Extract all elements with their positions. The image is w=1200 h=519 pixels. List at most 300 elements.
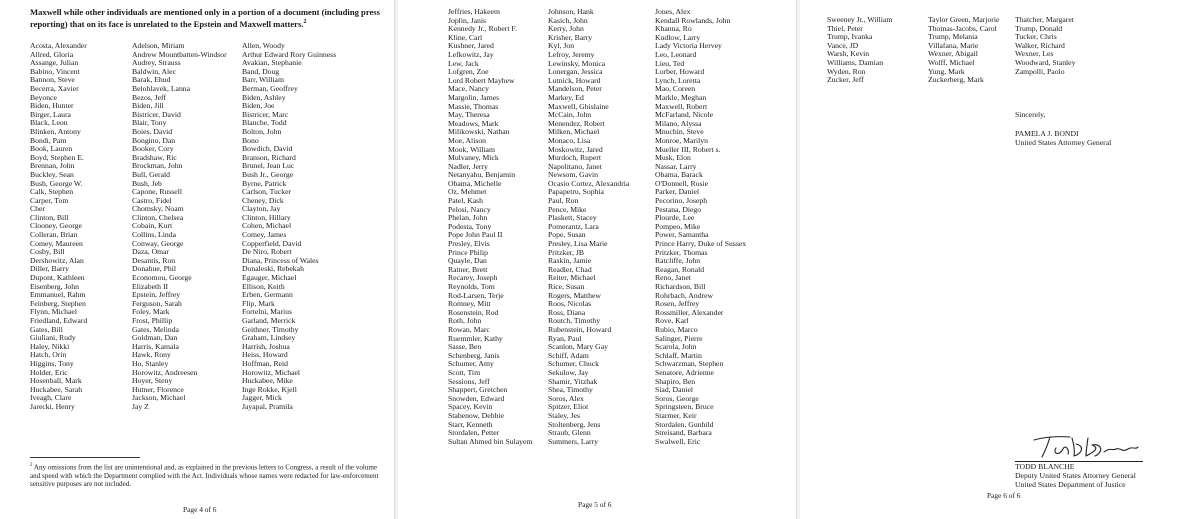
listed-name: Massie, Thomas	[448, 101, 499, 111]
listed-name: Diana, Princess of Wales	[242, 255, 319, 265]
listed-name: Daza, Omar	[132, 247, 170, 257]
listed-name: Heiss, Howard	[242, 350, 288, 360]
listed-name: Donahue, Phil	[132, 264, 176, 274]
listed-name: Colleran, Brian	[30, 230, 78, 240]
listed-name: Jackson, Michael	[132, 393, 186, 403]
listed-name: Romney, Mitt	[448, 299, 491, 309]
listed-name: Maxwell, Robert	[655, 101, 708, 111]
listed-name: Salinger, Pierre	[655, 333, 703, 343]
listed-name: Stabenow, Debbie	[448, 410, 504, 420]
listed-name: Sultan Ahmed bin Sulayem	[448, 436, 533, 446]
listed-name: Lefkowitz, Jay	[448, 49, 494, 59]
listed-name: Harris, Kamala	[132, 341, 179, 351]
listed-name: Kennedy Jr., Robert F.	[448, 24, 517, 34]
listed-name: Oz, Mehmet	[448, 187, 487, 197]
listed-name: Calk, Stephen	[30, 187, 74, 197]
listed-name: Andrew Mountbatten-Windsor	[132, 49, 227, 59]
footnote	[30, 462, 382, 489]
listed-name: Allred, Gloria	[30, 49, 74, 59]
listed-name: Hatch, Orin	[30, 350, 67, 360]
listed-name: Book, Lauren	[30, 144, 73, 154]
listed-name: Dershowitz, Alan	[30, 255, 84, 265]
listed-name: Kyl, Jon	[548, 41, 575, 51]
listed-name: Brennan, John	[30, 161, 75, 171]
listed-name: Margolin, James	[448, 92, 500, 102]
listed-name: Biden, Joe	[242, 101, 275, 111]
listed-name: Ratner, Brett	[448, 264, 488, 274]
listed-name: Brunel, Jean Luc	[242, 161, 295, 171]
listed-name: Senatore, Adrienne	[655, 367, 714, 377]
listed-name: Stoltenberg, Jens	[548, 419, 601, 429]
listed-name: Streisand, Barbara	[655, 428, 712, 438]
listed-name: Khanna, Ro	[655, 24, 692, 34]
listed-name: Elizabeth II	[132, 281, 169, 291]
listed-name: Shamir, Yitzhak	[548, 376, 598, 386]
listed-name: Rogers, Matthew	[548, 290, 601, 300]
listed-name: Bradshaw, Ric	[132, 152, 177, 162]
listed-name: Jarecki, Henry	[30, 401, 75, 411]
listed-name: Flynn, Michael	[30, 307, 77, 317]
listed-name: Ho, Stanley	[132, 358, 169, 368]
listed-name: Bondi, Pam	[30, 135, 67, 145]
listed-name: McCain, John	[548, 110, 592, 120]
listed-name: Huckabee, Mike	[242, 376, 293, 386]
listed-name: Reynolds, Tom	[448, 282, 495, 291]
listed-name: Power, Samantha	[655, 230, 709, 240]
listed-name: Quayle, Dan	[448, 256, 487, 266]
listed-name: Pope, Susan	[548, 230, 586, 240]
listed-name: Cheney, Dick	[242, 195, 284, 205]
footnote-number: 2	[30, 463, 33, 468]
listed-name: Chomsky, Noam	[132, 204, 184, 214]
listed-name: Nadler, Jerry	[448, 161, 488, 171]
listed-name: Garland, Merrick	[242, 316, 296, 325]
listed-name: Siad, Daniel	[655, 385, 694, 395]
listed-name: Meadows, Mark	[448, 118, 499, 128]
listed-name: Sasse, Ben	[448, 342, 482, 352]
listed-name: Straub, Glenn	[548, 428, 591, 438]
listed-name: Milikowski, Nathan	[448, 127, 510, 137]
listed-name: Moskowitz, Jared	[548, 144, 603, 154]
listed-name: Scanlon, Mary Gay	[548, 342, 608, 352]
listed-name: Reagan, Ronald	[655, 264, 705, 274]
listed-name: Kushner, Jared	[448, 41, 494, 51]
listed-name: Rice, Susan	[548, 282, 585, 291]
intro-paragraph: Maxwell while other individuals are mentioned only in a portion of a document (including press reporting) that on its face is unrelated to the Epstein and Maxwell matters.$^2$	[30, 7, 380, 30]
name-list-column	[242, 42, 336, 412]
listed-name: Pecorino, Joseph	[655, 196, 708, 206]
listed-name: Epstein, Jeffrey	[132, 290, 181, 300]
listed-name: Iveagh, Clare	[30, 393, 72, 403]
listed-name: Ratcliffe, John	[655, 256, 701, 266]
listed-name: Tucker, Chris	[1015, 32, 1057, 42]
page-number: Page 6 of 6	[987, 491, 1021, 500]
listed-name: Ross, Diana	[548, 307, 586, 317]
listed-name: Reno, Janet	[655, 273, 691, 283]
listed-name: Springsteen, Bruce	[655, 402, 714, 412]
listed-name: Foley, Mark	[132, 307, 170, 317]
listed-name: Swalwell, Eric	[655, 436, 701, 446]
listed-name: Boies, David	[132, 126, 173, 136]
listed-name: Lewinsky, Monica	[548, 58, 606, 68]
listed-name: Bowdich, David	[242, 144, 293, 154]
listed-name: Patel, Kash	[448, 196, 484, 206]
listed-name: Higgins, Tony	[30, 358, 74, 368]
listed-name: Blinken, Antony	[30, 126, 81, 136]
listed-name: Egauger, Michael	[242, 273, 297, 283]
listed-name: Milano, Alyssa	[655, 118, 702, 128]
name-list-column	[827, 16, 892, 85]
listed-name: Baldwin, Alec	[132, 66, 176, 76]
listed-name: Parker, Daniel	[655, 187, 700, 197]
listed-name: Branson, Richard	[242, 152, 296, 162]
signatory-1-block	[1015, 130, 1195, 148]
listed-name: Schwarzman, Stephen	[655, 359, 724, 369]
listed-name: Presley, Lisa Marie	[548, 239, 608, 249]
listed-name: Obama, Michelle	[448, 178, 502, 188]
listed-name: Dupont, Kathleen	[30, 273, 85, 283]
listed-name: Carper, Tom	[30, 195, 69, 205]
listed-name: O'Donnell, Rosie	[655, 178, 709, 188]
listed-name: Babino, Vincent	[30, 66, 80, 76]
listed-name: Murdoch, Rupert	[548, 153, 601, 163]
signatory-2-org: United States Department of Justice	[1015, 479, 1126, 489]
listed-name: Schiff, Adam	[548, 350, 589, 360]
listed-name: Trump, Melania	[928, 32, 978, 42]
listed-name: Soros, George	[655, 393, 699, 403]
listed-name: Buckley, Sean	[30, 169, 74, 179]
listed-name: Beyonce	[30, 92, 57, 102]
listed-name: Bush, George W.	[30, 178, 83, 188]
listed-name: Rossmiller, Alexander	[655, 307, 724, 317]
listed-name: Bannon, Steve	[30, 75, 75, 85]
listed-name: Bistricer, Marc	[242, 109, 289, 119]
listed-name: Hoyer, Steny	[132, 376, 173, 386]
listed-name: Napolitano, Janet	[548, 161, 602, 171]
listed-name: Shea, Timothy	[548, 385, 593, 395]
listed-name: Yung, Mark	[928, 66, 965, 76]
listed-name: Mace, Nancy	[448, 84, 489, 94]
listed-name: Boyd, Stephen E.	[30, 152, 84, 162]
signatory-1-title: United States Attorney General	[1015, 137, 1112, 147]
listed-name: Mandelson, Peter	[548, 84, 602, 94]
listed-name: Zampolli, Paolo	[1015, 66, 1065, 76]
listed-name: Joplin, Janis	[448, 15, 487, 25]
listed-name: Lofgren, Zoe	[448, 67, 489, 77]
listed-name: Gates, Bill	[30, 324, 63, 334]
listed-name: Krisher, Barry	[548, 32, 593, 42]
document-page-4	[0, 0, 394, 519]
name-list-column	[30, 42, 87, 412]
listed-name: Birger, Laura	[30, 109, 71, 119]
listed-name: Zuckerberg, Mark	[928, 75, 984, 85]
listed-name: Woodward, Stanley	[1015, 57, 1076, 67]
listed-name: Hoffman, Reid	[242, 358, 288, 368]
listed-name: Mnuchin, Steve	[655, 127, 704, 137]
listed-name: Jayapal, Pramila	[242, 401, 293, 411]
listed-name: Economou, George	[132, 273, 192, 283]
listed-name: Ruemmler, Kathy	[448, 333, 503, 343]
listed-name: Capone, Russell	[132, 187, 182, 197]
listed-name: Rosen, Jeffrey	[655, 299, 700, 309]
listed-name: Booker, Cory	[132, 144, 174, 154]
listed-name: May, Theresa	[448, 110, 490, 120]
name-list-column	[1015, 16, 1075, 76]
listed-name: Barak, Ehud	[132, 75, 171, 85]
listed-name: Readler, Chad	[548, 264, 592, 274]
listed-name: Lew, Jack	[448, 58, 479, 68]
listed-name: Shappert, Gretchen	[448, 385, 508, 395]
listed-name: Jay Z	[132, 401, 149, 411]
signatory-2-title: Deputy United States Attorney General	[1015, 470, 1136, 480]
listed-name: Ocasio Cortez, Alexandria	[548, 178, 630, 188]
page-number: Page 5 of 6	[578, 500, 612, 509]
listed-name: Richardson, Bill	[655, 282, 706, 291]
listed-name: Menendez, Robert	[548, 118, 605, 128]
listed-name: Lutnick, Howard	[548, 75, 601, 85]
listed-name: Schumer, Chuck	[548, 359, 599, 369]
listed-name: Walker, Richard	[1015, 40, 1065, 50]
listed-name: Comey, James	[242, 230, 287, 240]
listed-name: Lynch, Loretta	[655, 75, 701, 85]
listed-name: Trump, Donald	[1015, 23, 1063, 33]
listed-name: Pope John Paul II	[448, 230, 503, 240]
listed-name: Thomas-Jacobs, Carol	[928, 23, 997, 33]
listed-name: Hawk, Rony	[132, 350, 171, 360]
listed-name: Bezos, Jeff	[132, 92, 167, 102]
listed-name: Rowan, Marc	[448, 324, 490, 334]
listed-name: Bush Jr., George	[242, 169, 294, 179]
listed-name: Wexner, Abigail	[928, 49, 978, 59]
listed-name: Cosby, Bill	[30, 247, 65, 257]
handwritten-signature	[1030, 432, 1140, 460]
listed-name: Lieu, Ted	[655, 58, 685, 68]
listed-name: Spacey, Kevin	[448, 402, 493, 412]
listed-name: Paul, Ron	[548, 196, 579, 206]
listed-name: Nassar, Larry	[655, 161, 697, 171]
listed-name: Warsh, Kevin	[827, 49, 870, 59]
listed-name: Emmanuel, Rahm	[30, 290, 86, 300]
listed-name: Soros, Alex	[548, 393, 584, 403]
listed-name: Pritzker, Thomas	[655, 247, 708, 257]
listed-name: Pompeo, Mike	[655, 221, 701, 231]
listed-name: Villafana, Marie	[928, 40, 979, 50]
listed-name: Jagger, Mick	[242, 393, 282, 403]
listed-name: Schlaff, Martin	[655, 350, 702, 360]
listed-name: Newsom, Gavin	[548, 170, 598, 180]
listed-name: Belohlavek, Lanna	[132, 83, 191, 93]
signatory-2-block	[1015, 463, 1195, 489]
listed-name: Erben, Germann	[242, 290, 293, 300]
listed-name: Band, Doug	[242, 66, 280, 76]
listed-name: Hutner, Florence	[132, 384, 184, 394]
listed-name: Lefroy, Jeremy	[548, 49, 595, 59]
listed-name: Roth, John	[448, 316, 482, 326]
document-page-6	[800, 0, 1200, 519]
listed-name: Rohrbach, Andrew	[655, 290, 714, 300]
listed-name: Berman, Geoffrey	[242, 83, 298, 93]
listed-name: Sweeney Jr., William	[827, 15, 893, 24]
listed-name: Bistricer, David	[132, 109, 181, 119]
document-page-5	[398, 0, 796, 519]
listed-name: Lorber, Howard	[655, 67, 705, 77]
listed-name: Brockman, John	[132, 161, 183, 171]
listed-name: Phelan, John	[448, 213, 488, 223]
listed-name: Prince Philip	[448, 247, 488, 257]
listed-name: Kline, Carl	[448, 32, 483, 42]
listed-name: Cohen, Michael	[242, 221, 292, 231]
listed-name: Wolff, Michael	[928, 57, 975, 67]
listed-name: Biden, Ashley	[242, 92, 286, 102]
listed-name: Mulvaney, Mick	[448, 153, 499, 163]
listed-name: Ryan, Paul	[548, 333, 582, 343]
footnote-text: Any omissions from the list are unintentional and, as explained in the previous letters to Congress, a result of the volume and speed with which the Department complied with the Act. Individuals whose names were redacted for law-enforcement sensitive purposes are not included.	[30, 463, 379, 489]
listed-name: Staley, Jes	[548, 410, 580, 420]
listed-name: Trump, Ivanka	[827, 32, 873, 42]
listed-name: Gates, Melinda	[132, 324, 179, 334]
listed-name: Graham, Lindsey	[242, 333, 296, 343]
listed-name: Holder, Eric	[30, 367, 68, 377]
listed-name: Desantis, Ron	[132, 255, 176, 265]
listed-name: Podesta, Tony	[448, 221, 492, 231]
listed-name: Ellison, Keith	[242, 281, 285, 291]
listed-name: Cobain, Kurt	[132, 221, 173, 231]
listed-name: Scott, Tim	[448, 367, 481, 377]
listed-name: Biden, Hunter	[30, 101, 74, 111]
listed-name: Giuliani, Rudy	[30, 333, 76, 343]
listed-name: Taylor Green, Marjorie	[928, 15, 1000, 24]
listed-name: Jeffries, Hakeem	[448, 7, 500, 16]
listed-name: Johnson, Hank	[548, 7, 594, 16]
listed-name: Stordalen, Petter	[448, 428, 500, 438]
listed-name: Stordalen, Gunhild	[655, 419, 714, 429]
listed-name: Horowitz, Michael	[242, 367, 301, 377]
listed-name: Wyden, Ron	[827, 66, 866, 76]
listed-name: Pestana, Diego	[655, 204, 702, 214]
listed-name: Scarola, John	[655, 342, 697, 352]
listed-name: Huckabee, Sarah	[30, 384, 83, 394]
listed-name: Zucker, Jeff	[827, 75, 864, 85]
listed-name: Sekulow, Jay	[548, 367, 589, 377]
listed-name: Sessions, Jeff	[448, 376, 490, 386]
listed-name: Clinton, Hillary	[242, 212, 291, 222]
listed-name: Frost, Phillip	[132, 316, 173, 325]
listed-name: Markey, Ed	[548, 92, 584, 102]
footnote-divider	[30, 457, 140, 458]
listed-name: Summers, Larry	[548, 436, 598, 446]
listed-name: Comey, Maureen	[30, 238, 83, 248]
listed-name: Recarey, Joseph	[448, 273, 498, 283]
listed-name: Musk, Elon	[655, 153, 691, 163]
listed-name: Kasich, John	[548, 15, 588, 25]
listed-name: Clinton, Bill	[30, 212, 69, 222]
listed-name: McFarland, Nicole	[655, 110, 714, 120]
listed-name: Fortelni, Marius	[242, 307, 292, 317]
listed-name: Diller, Barry	[30, 264, 69, 274]
listed-name: De Niro, Robert	[242, 247, 292, 257]
listed-name: Inge Rokke, Kjell	[242, 384, 297, 394]
listed-name: Flip, Mark	[242, 298, 275, 308]
listed-name: Thiel, Peter	[827, 23, 863, 33]
listed-name: Goldman, Dan	[132, 333, 178, 343]
listed-name: Pritzker, JB	[548, 247, 584, 257]
listed-name: Plaskett, Stacey	[548, 213, 597, 223]
listed-name: Byrne, Patrick	[242, 178, 287, 188]
listed-name: Obama, Barack	[655, 170, 703, 180]
listed-name: Ferguson, Sarah	[132, 298, 182, 308]
listed-name: Conway, George	[132, 238, 184, 248]
listed-name: Netanyahu, Benjamin	[448, 170, 516, 180]
listed-name: Horowitz, Andreesen	[132, 367, 198, 377]
name-list-column	[548, 8, 629, 446]
listed-name: Bongino, Dan	[132, 135, 176, 145]
listed-name: Lord Robert Mayhew	[448, 75, 515, 85]
listed-name: Rosenstein, Rod	[448, 307, 499, 317]
listed-name: Becerra, Xavier	[30, 83, 79, 93]
listed-name: Barr, William	[242, 75, 284, 85]
closing-salutation: Sincerely,	[1015, 110, 1046, 119]
listed-name: Collins, Linda	[132, 230, 176, 240]
listed-name: Snowden, Edward	[448, 393, 505, 403]
listed-name: Rubio, Marco	[655, 324, 698, 334]
listed-name: Acosta, Alexander	[30, 41, 87, 50]
listed-name: Papapetru, Sophia	[548, 187, 604, 197]
listed-name: Mao, Coreen	[655, 84, 696, 94]
listed-name: Prince Harry, Duke of Sussex	[655, 239, 747, 249]
listed-name: Avakian, Stephanie	[242, 58, 302, 68]
listed-name: Castro, Fidel	[132, 195, 172, 205]
listed-name: Wexner, Les	[1015, 49, 1054, 59]
listed-name: Harrish, Joshua	[242, 341, 290, 351]
footnote-ref: 2	[303, 19, 307, 26]
listed-name: Friedland, Edward	[30, 316, 88, 325]
listed-name: Donaleski, Rebekah	[242, 264, 304, 274]
name-list-column	[448, 8, 532, 446]
listed-name: Starmer, Keir	[655, 410, 697, 420]
listed-name: Rod-Larsen, Terje	[448, 290, 504, 300]
listed-name: Milken, Michael	[548, 127, 600, 137]
listed-name: Bono	[242, 135, 259, 145]
listed-name: Audrey, Strauss	[132, 58, 181, 68]
listed-name: Arthur Edward Rory Guinness	[242, 49, 337, 59]
listed-name: Cher	[30, 204, 45, 214]
listed-name: Bush, Jeb	[132, 178, 162, 188]
listed-name: Schenberg, Janis	[448, 350, 500, 360]
listed-name: Starr, Kenneth	[448, 419, 493, 429]
listed-name: Black, Leon	[30, 118, 68, 128]
listed-name: Vance, JD	[827, 40, 859, 50]
listed-name: Thatcher, Margaret	[1015, 15, 1074, 24]
listed-name: Presley, Elvis	[448, 239, 490, 249]
listed-name: Clinton, Chelsea	[132, 212, 184, 222]
name-list-column	[928, 16, 999, 85]
listed-name: Pomerantz, Lara	[548, 221, 599, 231]
listed-name: Geithner, Timothy	[242, 324, 299, 334]
signatory-1-name: PAMELA J. BONDI	[1015, 129, 1079, 138]
page-number: Page 4 of 6	[183, 505, 217, 514]
listed-name: Monaco, Lisa	[548, 135, 591, 145]
listed-name: Clayton, Jay	[242, 204, 281, 214]
listed-name: Routch, Timothy	[548, 316, 601, 326]
listed-name: Mueller III, Robert s.	[655, 144, 721, 154]
listed-name: Maxwell, Ghislaine	[548, 101, 609, 111]
listed-name: Clooney, George	[30, 221, 82, 231]
listed-name: Plourde, Lee	[655, 213, 695, 223]
listed-name: Adelson, Miriam	[132, 41, 185, 50]
name-list-column	[655, 8, 746, 446]
listed-name: Assange, Julian	[30, 58, 79, 68]
name-list-column	[132, 42, 227, 412]
